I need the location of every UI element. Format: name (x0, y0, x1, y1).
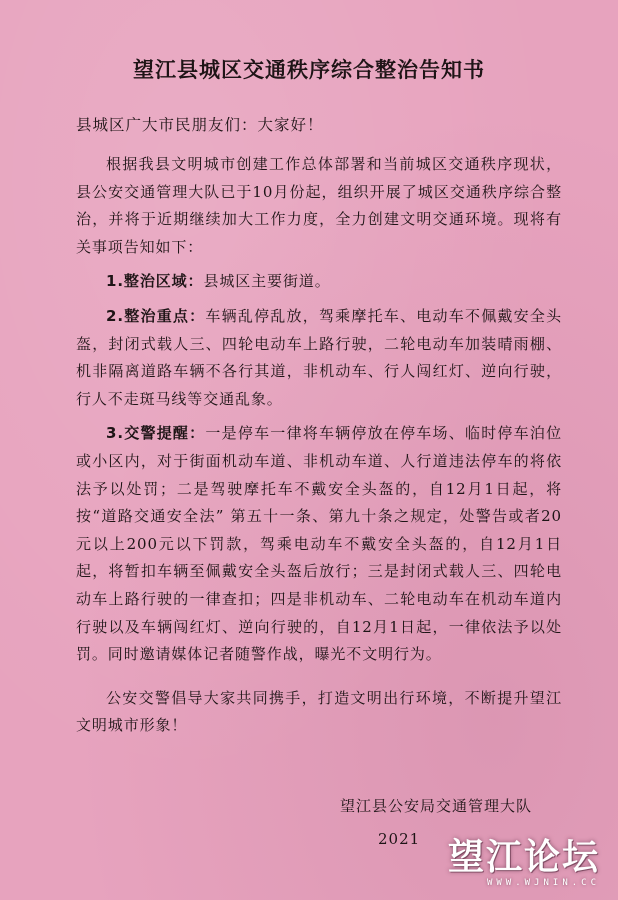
notice-intro: 根据我县文明城市创建工作总体部署和当前城区交通秩序现状，县公安交通管理大队已于10月份起，组织开展了城区交通秩序综合整治，并将于近期继续加大工作力度，全力创建文明交通环境。现将有关事项告知如下： (76, 155, 562, 256)
notice-body (76, 151, 562, 740)
item-heading: 2.整治重点： (106, 306, 206, 325)
notice-item-area (76, 268, 562, 296)
item-text: 一是停车一律将车辆停放在停车场、临时停车泊位或小区内，对于街面机动车道、非机动车道、人行道违法停车的将依法予以处罚；二是驾驶摩托车不戴安全头盔的，自12月1日起，将按“道路交通安全法” 第五十一条、第九十条之规定，处警告或者20元以上200元以下罚款，驾乘电动车不戴安全头盔的，自12月1日起，将暂扣车辆至佩戴安全头盔后放行；三是封闭式载人三、四轮电动车上路行驶的一律查扣；四是非机动车、二轮电动车在机动车道内行驶以及车辆闯红灯、逆向行驶的，自12月1日起，一律依法予以处罚。同时邀请媒体记者随警作战，曝光不文明行为。 (76, 424, 562, 664)
notice-closing: 公安交警倡导大家共同携手，打造文明出行环境，不断提升望江文明城市形象！ (76, 688, 562, 735)
notice-item-focus (76, 303, 562, 413)
item-text: 县城区主要街道。 (203, 272, 331, 291)
signature-organization: 望江县公安局交通管理大队 (340, 797, 533, 815)
notice-item-reminder (76, 420, 562, 668)
notice-greeting: 县城区广大市民朋友们：大家好！ (76, 116, 324, 134)
item-heading: 3.交警提醒： (106, 424, 206, 443)
watermark-url: WWW.WJNIN.CC (486, 878, 600, 888)
site-watermark (448, 839, 600, 888)
item-text: 车辆乱停乱放，驾乘摩托车、电动车不佩戴安全头盔，封闭式载人三、四轮电动车上路行驶，二轮电动车加装晴雨棚、机非隔离道路车辆不各行其道，非机动车、行人闯红灯、逆向行驶，行人不走斑马线等交通乱象。 (76, 306, 562, 408)
watermark-logo-text: 望江论坛 (447, 837, 600, 878)
item-heading: 1.整治区域： (106, 272, 204, 291)
notice-title: 望江县城区交通秩序综合整治告知书 (133, 58, 485, 82)
signature-date: 2021 (378, 830, 421, 848)
